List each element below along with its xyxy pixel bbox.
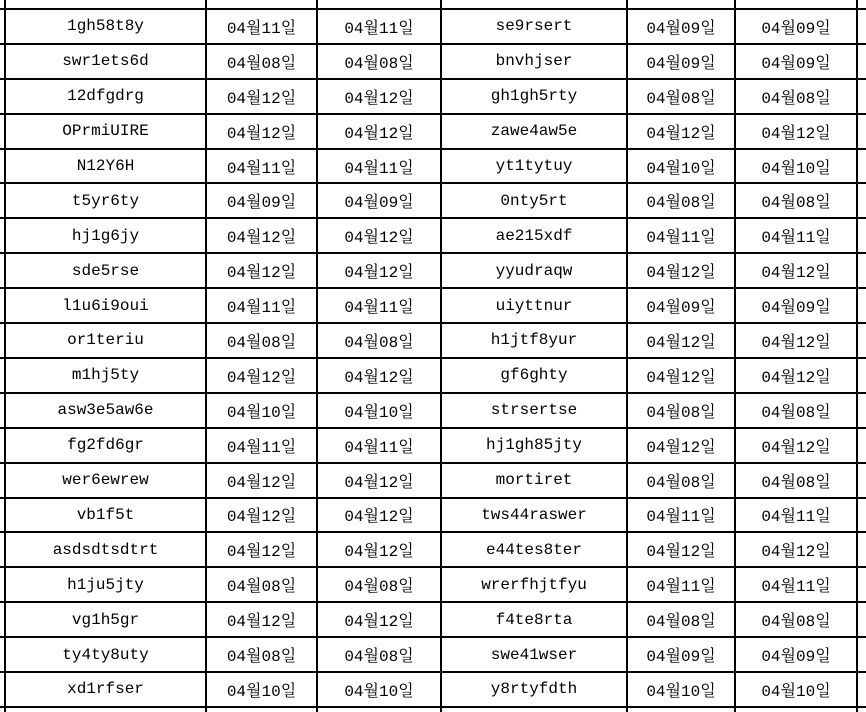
cell-id[interactable]: N12Y6H — [5, 149, 206, 184]
table-row — [0, 358, 866, 393]
cell-id[interactable]: swr1ets6d — [5, 44, 206, 79]
cell-date[interactable]: 04월09일 — [627, 637, 735, 672]
cell-date[interactable]: 04월11일 — [317, 149, 441, 184]
cell-date[interactable]: 04월10일 — [317, 393, 441, 428]
cell-date[interactable]: 04월12일 — [627, 532, 735, 567]
cutoff-cell — [627, 0, 735, 9]
cell-id[interactable]: 12dfgdrg — [5, 79, 206, 114]
cell-date[interactable]: 04월08일 — [627, 183, 735, 218]
cell-date[interactable]: 04월11일 — [206, 288, 317, 323]
cell-date[interactable]: 04월08일 — [627, 393, 735, 428]
cell-id[interactable]: 0nty5rt — [441, 183, 627, 218]
table-row — [0, 393, 866, 428]
cell-date[interactable]: 04월08일 — [317, 567, 441, 602]
table-row — [0, 463, 866, 498]
cutoff-cell — [317, 0, 441, 9]
cell-id[interactable]: e44tes8ter — [441, 532, 627, 567]
cell-date[interactable]: 04월12일 — [206, 218, 317, 253]
cutoff-cell — [857, 602, 866, 637]
table-row — [0, 323, 866, 358]
cell-date[interactable]: 04월12일 — [735, 323, 857, 358]
cell-id[interactable]: vb1f5t — [5, 498, 206, 533]
cell-date[interactable]: 04월09일 — [627, 44, 735, 79]
cell-date[interactable]: 04월12일 — [627, 114, 735, 149]
cell-date[interactable]: 04월08일 — [735, 463, 857, 498]
cutoff-cell — [441, 0, 627, 9]
table-row — [0, 79, 866, 114]
cutoff-cell — [627, 707, 735, 712]
table-row — [0, 637, 866, 672]
cell-date[interactable]: 04월12일 — [735, 532, 857, 567]
cell-id[interactable]: fg2fd6gr — [5, 428, 206, 463]
cell-date[interactable]: 04월11일 — [206, 149, 317, 184]
cutoff-cell — [857, 218, 866, 253]
cell-date[interactable]: 04월09일 — [735, 288, 857, 323]
cutoff-cell — [206, 0, 317, 9]
cutoff-cell — [317, 707, 441, 712]
cell-date[interactable]: 04월11일 — [627, 567, 735, 602]
cell-date[interactable]: 04월12일 — [317, 79, 441, 114]
cell-date[interactable]: 04월09일 — [627, 9, 735, 44]
table-row — [0, 149, 866, 184]
cell-date[interactable]: 04월10일 — [735, 672, 857, 707]
cutoff-cell — [857, 323, 866, 358]
cell-date[interactable]: 04월11일 — [735, 567, 857, 602]
cutoff-cell — [857, 79, 866, 114]
cell-date[interactable]: 04월12일 — [206, 532, 317, 567]
cutoff-cell — [857, 183, 866, 218]
cutoff-cell — [857, 463, 866, 498]
cell-date[interactable]: 04월09일 — [735, 44, 857, 79]
table-row — [0, 498, 866, 533]
cell-date[interactable]: 04월10일 — [206, 672, 317, 707]
table-row — [0, 114, 866, 149]
cell-date[interactable]: 04월12일 — [317, 358, 441, 393]
cell-id[interactable]: gf6ghty — [441, 358, 627, 393]
cell-id[interactable]: l1u6i9oui — [5, 288, 206, 323]
table-row — [0, 253, 866, 288]
cell-date[interactable]: 04월10일 — [627, 672, 735, 707]
cell-date[interactable]: 04월12일 — [317, 463, 441, 498]
cell-id[interactable]: ae215xdf — [441, 218, 627, 253]
cell-id[interactable]: zawe4aw5e — [441, 114, 627, 149]
cutoff-cell — [5, 707, 206, 712]
cell-date[interactable]: 04월12일 — [317, 218, 441, 253]
cell-date[interactable]: 04월08일 — [206, 323, 317, 358]
cell-id[interactable]: hj1g6jy — [5, 218, 206, 253]
cell-date[interactable]: 04월12일 — [627, 358, 735, 393]
cell-date[interactable]: 04월08일 — [627, 602, 735, 637]
cell-date[interactable]: 04월08일 — [735, 393, 857, 428]
cell-date[interactable]: 04월12일 — [627, 323, 735, 358]
cell-date[interactable]: 04월11일 — [206, 9, 317, 44]
table-row — [0, 428, 866, 463]
cutoff-cell — [857, 0, 866, 9]
cell-id[interactable]: h1ju5jty — [5, 567, 206, 602]
cell-id[interactable]: or1teriu — [5, 323, 206, 358]
cell-date[interactable]: 04월12일 — [735, 114, 857, 149]
cell-date[interactable]: 04월09일 — [627, 288, 735, 323]
cutoff-cell — [857, 44, 866, 79]
cell-date[interactable]: 04월11일 — [206, 428, 317, 463]
cell-date[interactable]: 04월12일 — [317, 253, 441, 288]
cell-date[interactable]: 04월08일 — [206, 44, 317, 79]
cell-date[interactable]: 04월08일 — [735, 602, 857, 637]
cutoff-cell — [857, 149, 866, 184]
cutoff-cell — [5, 0, 206, 9]
cell-date[interactable]: 04월12일 — [317, 532, 441, 567]
cutoff-row-top — [0, 0, 866, 9]
cell-id[interactable]: 1gh58t8y — [5, 9, 206, 44]
table-row — [0, 532, 866, 567]
cell-date[interactable]: 04월08일 — [627, 79, 735, 114]
cell-id[interactable]: xd1rfser — [5, 672, 206, 707]
cell-date[interactable]: 04월12일 — [735, 428, 857, 463]
cell-id[interactable]: OPrmiUIRE — [5, 114, 206, 149]
cell-id[interactable]: hj1gh85jty — [441, 428, 627, 463]
cell-id[interactable]: asdsdtsdtrt — [5, 532, 206, 567]
table-row — [0, 9, 866, 44]
cell-id[interactable]: wer6ewrew — [5, 463, 206, 498]
cell-date[interactable]: 04월11일 — [317, 9, 441, 44]
table-row — [0, 183, 866, 218]
cutoff-cell — [857, 707, 866, 712]
cutoff-cell — [857, 532, 866, 567]
table-row — [0, 288, 866, 323]
cell-id[interactable]: h1jtf8yur — [441, 323, 627, 358]
cutoff-cell — [735, 707, 857, 712]
cell-date[interactable]: 04월08일 — [735, 183, 857, 218]
cell-date[interactable]: 04월12일 — [206, 114, 317, 149]
cutoff-cell — [441, 707, 627, 712]
cell-date[interactable]: 04월12일 — [317, 498, 441, 533]
cutoff-cell — [857, 9, 866, 44]
cell-date[interactable]: 04월12일 — [317, 114, 441, 149]
cell-id[interactable]: yyudraqw — [441, 253, 627, 288]
cell-date[interactable]: 04월12일 — [735, 253, 857, 288]
cell-date[interactable]: 04월11일 — [317, 428, 441, 463]
cell-id[interactable]: y8rtyfdth — [441, 672, 627, 707]
cutoff-cell — [857, 288, 866, 323]
cell-date[interactable]: 04월11일 — [317, 288, 441, 323]
cell-date[interactable]: 04월08일 — [317, 44, 441, 79]
cell-id[interactable]: ty4ty8uty — [5, 637, 206, 672]
cell-id[interactable]: strsertse — [441, 393, 627, 428]
cell-id[interactable]: bnvhjser — [441, 44, 627, 79]
cell-date[interactable]: 04월10일 — [627, 149, 735, 184]
cell-date[interactable]: 04월12일 — [206, 463, 317, 498]
cell-date[interactable]: 04월12일 — [627, 428, 735, 463]
cell-id[interactable]: se9rsert — [441, 9, 627, 44]
cell-date[interactable]: 04월12일 — [206, 498, 317, 533]
cutoff-cell — [857, 498, 866, 533]
cutoff-cell — [857, 567, 866, 602]
cell-id[interactable]: tws44raswer — [441, 498, 627, 533]
cell-date[interactable]: 04월08일 — [206, 567, 317, 602]
cutoff-cell — [857, 428, 866, 463]
cutoff-cell — [857, 358, 866, 393]
cell-date[interactable]: 04월12일 — [317, 602, 441, 637]
cutoff-cell — [735, 0, 857, 9]
table-row — [0, 602, 866, 637]
cell-id[interactable]: wrerfhjtfyu — [441, 567, 627, 602]
cell-date[interactable]: 04월09일 — [735, 9, 857, 44]
cell-date[interactable]: 04월09일 — [206, 183, 317, 218]
cell-date[interactable]: 04월08일 — [317, 323, 441, 358]
table-row — [0, 672, 866, 707]
cell-id[interactable]: mortiret — [441, 463, 627, 498]
cell-date[interactable]: 04월09일 — [317, 183, 441, 218]
cutoff-cell — [857, 672, 866, 707]
cutoff-cell — [857, 114, 866, 149]
cell-id[interactable]: asw3e5aw6e — [5, 393, 206, 428]
cell-id[interactable]: sde5rse — [5, 253, 206, 288]
cutoff-cell — [206, 707, 317, 712]
cell-date[interactable]: 04월11일 — [627, 218, 735, 253]
cell-date[interactable]: 04월10일 — [317, 672, 441, 707]
cutoff-cell — [857, 393, 866, 428]
cutoff-row-bottom — [0, 707, 866, 712]
cell-id[interactable]: yt1tytuy — [441, 149, 627, 184]
cell-date[interactable]: 04월08일 — [206, 637, 317, 672]
cell-date[interactable]: 04월12일 — [206, 253, 317, 288]
cell-date[interactable]: 04월09일 — [735, 637, 857, 672]
cutoff-cell — [857, 637, 866, 672]
cell-date[interactable]: 04월10일 — [206, 393, 317, 428]
cell-id[interactable]: swe41wser — [441, 637, 627, 672]
cell-date[interactable]: 04월11일 — [735, 218, 857, 253]
cell-date[interactable]: 04월08일 — [317, 637, 441, 672]
table-row — [0, 44, 866, 79]
cell-date[interactable]: 04월10일 — [735, 149, 857, 184]
cell-id[interactable]: gh1gh5rty — [441, 79, 627, 114]
table-row — [0, 567, 866, 602]
cell-id[interactable]: t5yr6ty — [5, 183, 206, 218]
cell-date[interactable]: 04월12일 — [206, 602, 317, 637]
cell-date[interactable]: 04월12일 — [735, 358, 857, 393]
cell-date[interactable]: 04월11일 — [627, 498, 735, 533]
cell-id[interactable]: vg1h5gr — [5, 602, 206, 637]
cell-id[interactable]: f4te8rta — [441, 602, 627, 637]
cell-date[interactable]: 04월12일 — [206, 79, 317, 114]
table-row — [0, 218, 866, 253]
cell-date[interactable]: 04월11일 — [735, 498, 857, 533]
cell-date[interactable]: 04월12일 — [206, 358, 317, 393]
cell-date[interactable]: 04월08일 — [627, 463, 735, 498]
cutoff-cell — [857, 253, 866, 288]
cell-id[interactable]: m1hj5ty — [5, 358, 206, 393]
cell-id[interactable]: uiyttnur — [441, 288, 627, 323]
cell-date[interactable]: 04월12일 — [627, 253, 735, 288]
cell-date[interactable]: 04월08일 — [735, 79, 857, 114]
